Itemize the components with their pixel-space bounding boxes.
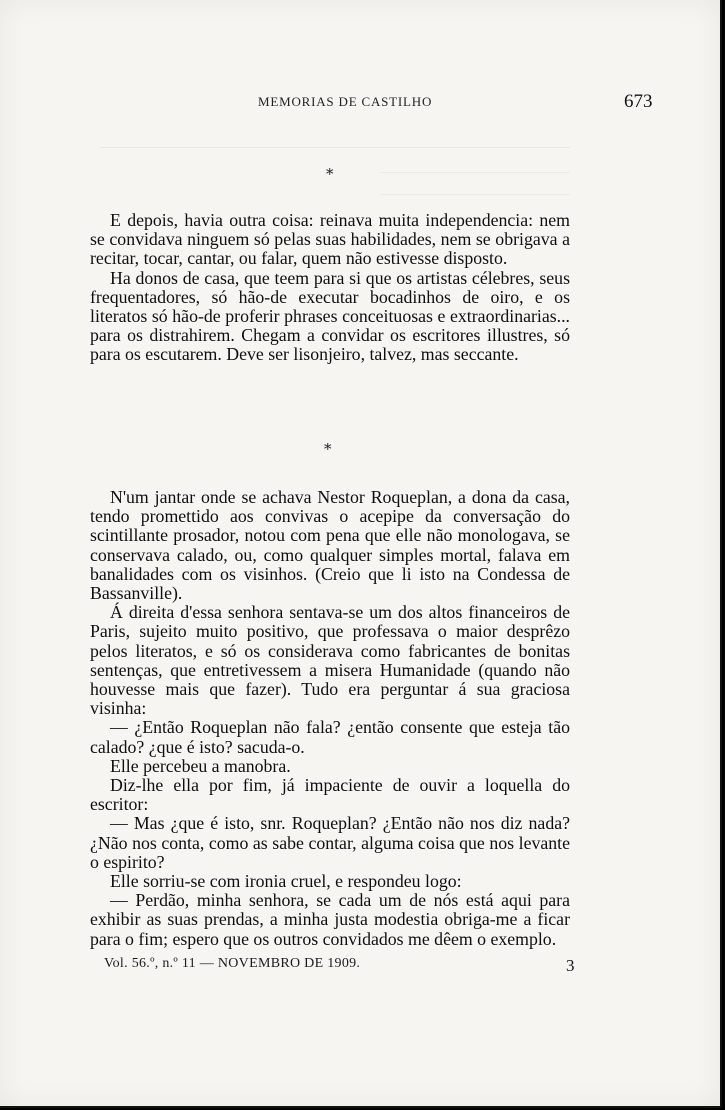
paragraph: Ha donos de casa, que teem para si que os artistas célebres, seus frequentadores, só hão-de executar bocadinhos de oiro, e os literatos só hão-de proferir phrases conceituosas e extraordinarias... para os distrahirem. Chegam a convidar os escritores illustres, só para os escutarem. Deve ser lisonjeiro, talvez, mas seccante. — [90, 267, 570, 365]
signature-mark: 3 — [566, 956, 575, 975]
dialogue-line: — Perdão, minha senhora, se cada um de nós está aqui para exhibir as suas prendas, a minha justa modestia obriga-me a ficar para o fim; espero que os outros convidados me dêem o exemplo. — [90, 890, 570, 949]
page-number: 673 — [624, 91, 653, 112]
bleed-through-line — [380, 160, 570, 173]
section-separator: * — [324, 440, 332, 458]
paragraph: Diz-lhe ella por fim, já impaciente de ouvir a loquella do escritor: — [90, 775, 570, 815]
paragraph: Elle percebeu a manobra. — [110, 755, 291, 776]
bleed-through-line — [100, 133, 570, 148]
section-separator: * — [326, 165, 334, 183]
section-one — [90, 211, 570, 365]
section-two — [90, 488, 570, 949]
running-header: MEMORIAS DE CASTILHO — [258, 94, 433, 109]
paragraph: Á direita d'essa senhora sentava-se um dos altos financeiros de Paris, sujeito muito positivo, que professava o maior desprêzo pelos literatos, e só os considerava como fabricantes de bonitas sentenças, que entretivessem a misera Humanidade (quando não houvesse mais que fazer). Tudo era perguntar á sua graciosa visinha: — [90, 602, 570, 719]
dialogue-line: — ¿Então Roqueplan não fala? ¿então consente que esteja tão calado? ¿que é isto? sacuda-o. — [90, 717, 570, 757]
bleed-through-line — [380, 182, 570, 195]
volume-footer: Vol. 56.º, n.º 11 — NOVEMBRO DE 1909. — [104, 956, 361, 971]
dialogue-line: — Mas ¿que é isto, snr. Roqueplan? ¿Então não nos diz nada? ¿Não nos conta, como as sabe contar, alguma coisa que nos levante o espirito? — [90, 813, 570, 872]
paragraph: Elle sorriu-se com ironia cruel, e respondeu logo: — [110, 871, 462, 892]
paragraph: E depois, havia outra coisa: reinava muita independencia: nem se convidava ninguem só pelas suas habilidades, nem se obrigava a recitar, tocar, cantar, ou falar, quem não estivesse disposto. — [90, 210, 570, 269]
paragraph: N'um jantar onde se achava Nestor Roqueplan, a dona da casa, tendo promettido aos convivas o acepipe da conversação do scintillante prosador, notou com pena que elle não monologava, se conservava calado, ou, como qualquer simples mortal, falava em banalidades com os visinhos. (Creio que li isto na Condessa de Bassanville). — [90, 487, 570, 604]
